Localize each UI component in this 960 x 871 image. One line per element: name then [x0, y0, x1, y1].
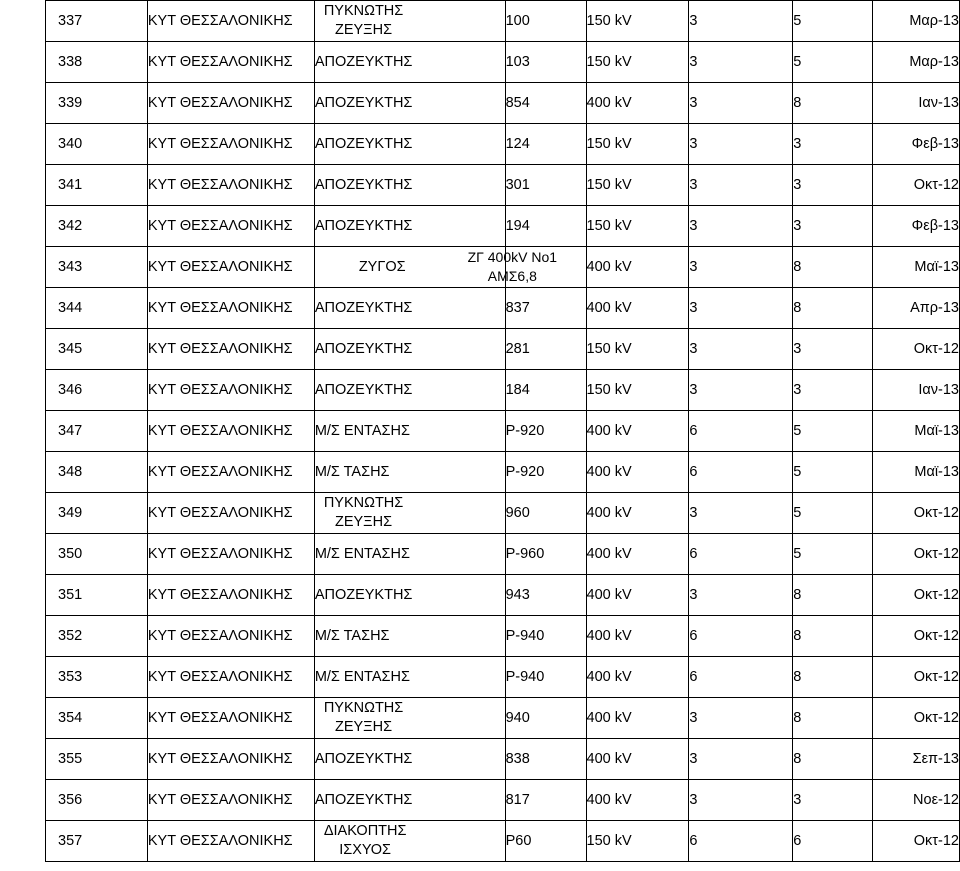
substation-cell: ΚΥΤ ΘΕΣΣΑΛΟΝΙΚΗΣ [147, 452, 314, 493]
equipment-cell [314, 165, 505, 206]
equipment-cell [314, 370, 505, 411]
table-row [46, 370, 960, 411]
date-cell: Νοε-12 [873, 780, 960, 821]
equipment-line: ΙΣΧΥΟΣ [339, 842, 392, 858]
substation-cell: ΚΥΤ ΘΕΣΣΑΛΟΝΙΚΗΣ [147, 411, 314, 452]
table-row [46, 247, 960, 288]
substation-cell: ΚΥΤ ΘΕΣΣΑΛΟΝΙΚΗΣ [147, 370, 314, 411]
value-a-cell: 3 [689, 370, 793, 411]
substation-cell: ΚΥΤ ΘΕΣΣΑΛΟΝΙΚΗΣ [147, 575, 314, 616]
table-row [46, 411, 960, 452]
equipment-line: ΔΙΑΚΟΠΤΗΣ [323, 823, 407, 839]
date-cell: Μαρ-13 [873, 1, 960, 42]
code-cell: 838 [505, 739, 586, 780]
date-cell: Μαρ-13 [873, 42, 960, 83]
equipment-cell [314, 124, 505, 165]
date-cell: Οκτ-12 [873, 534, 960, 575]
voltage-cell: 400 kV [586, 616, 689, 657]
value-b-cell: 3 [793, 780, 873, 821]
equipment-line: ΠΥΚΝΩΤΗΣ [323, 3, 404, 19]
value-a-cell: 3 [689, 288, 793, 329]
row-id-cell: 354 [46, 698, 148, 739]
substation-cell: ΚΥΤ ΘΕΣΣΑΛΟΝΙΚΗΣ [147, 83, 314, 124]
equipment-cell [314, 780, 505, 821]
row-id-cell: 352 [46, 616, 148, 657]
row-id-cell: 350 [46, 534, 148, 575]
code-cell: Ρ-960 [505, 534, 586, 575]
row-id-cell: 355 [46, 739, 148, 780]
code-cell: Ρ-920 [505, 452, 586, 493]
row-id-cell: 356 [46, 780, 148, 821]
value-b-cell: 5 [793, 452, 873, 493]
code-cell [467, 247, 586, 288]
voltage-cell: 400 kV [586, 411, 689, 452]
code-cell: 301 [505, 165, 586, 206]
table-row [46, 83, 960, 124]
value-a-cell: 6 [689, 534, 793, 575]
substation-cell: ΚΥΤ ΘΕΣΣΑΛΟΝΙΚΗΣ [147, 247, 314, 288]
code-cell: 943 [505, 575, 586, 616]
row-id-cell: 339 [46, 83, 148, 124]
voltage-cell: 150 kV [586, 821, 689, 862]
voltage-cell: 150 kV [586, 165, 689, 206]
equipment-line: Μ/Σ ΕΝΤΑΣΗΣ [314, 422, 410, 439]
row-id-cell: 347 [46, 411, 148, 452]
value-b-cell: 3 [793, 124, 873, 165]
value-b-cell: 8 [793, 247, 873, 288]
substation-cell: ΚΥΤ ΘΕΣΣΑΛΟΝΙΚΗΣ [147, 493, 314, 534]
voltage-cell: 150 kV [586, 329, 689, 370]
equipment-table [45, 0, 960, 862]
equipment-line: Μ/Σ ΕΝΤΑΣΗΣ [314, 545, 410, 562]
table-row [46, 739, 960, 780]
table-row [46, 616, 960, 657]
equipment-cell [314, 575, 505, 616]
row-id-cell: 353 [46, 657, 148, 698]
substation-cell: ΚΥΤ ΘΕΣΣΑΛΟΝΙΚΗΣ [147, 165, 314, 206]
value-a-cell: 3 [689, 206, 793, 247]
equipment-cell [314, 1, 505, 42]
value-b-cell: 8 [793, 698, 873, 739]
code-cell: Ρ-940 [505, 657, 586, 698]
value-a-cell: 3 [689, 698, 793, 739]
row-id-cell: 348 [46, 452, 148, 493]
equipment-line: Μ/Σ ΤΑΣΗΣ [314, 463, 390, 480]
voltage-cell: 150 kV [586, 124, 689, 165]
value-b-cell: 5 [793, 534, 873, 575]
substation-cell: ΚΥΤ ΘΕΣΣΑΛΟΝΙΚΗΣ [147, 698, 314, 739]
value-a-cell: 3 [689, 83, 793, 124]
code-cell: 103 [505, 42, 586, 83]
table-row [46, 1, 960, 42]
value-a-cell: 6 [689, 616, 793, 657]
date-cell: Ιαν-13 [873, 370, 960, 411]
equipment-line: ΖΥΓΟΣ [358, 258, 406, 275]
row-id-cell: 349 [46, 493, 148, 534]
substation-cell: ΚΥΤ ΘΕΣΣΑΛΟΝΙΚΗΣ [147, 1, 314, 42]
code-cell: Ρ60 [505, 821, 586, 862]
date-cell: Οκτ-12 [873, 698, 960, 739]
date-cell: Μαϊ-13 [873, 452, 960, 493]
substation-cell: ΚΥΤ ΘΕΣΣΑΛΟΝΙΚΗΣ [147, 534, 314, 575]
value-b-cell: 6 [793, 821, 873, 862]
row-id-cell: 345 [46, 329, 148, 370]
value-a-cell: 3 [689, 780, 793, 821]
table-row [46, 452, 960, 493]
code-cell: 100 [505, 1, 586, 42]
date-cell: Οκτ-12 [873, 575, 960, 616]
table-row [46, 575, 960, 616]
equipment-cell [314, 534, 505, 575]
code-cell: 960 [505, 493, 586, 534]
equipment-line: Μ/Σ ΤΑΣΗΣ [314, 627, 390, 644]
equipment-line: ΑΠΟΖΕΥΚΤΗΣ [314, 176, 413, 193]
date-cell: Σεπ-13 [873, 739, 960, 780]
date-cell: Οκτ-12 [873, 616, 960, 657]
value-b-cell: 3 [793, 329, 873, 370]
code-cell: 817 [505, 780, 586, 821]
equipment-cell [314, 657, 505, 698]
substation-cell: ΚΥΤ ΘΕΣΣΑΛΟΝΙΚΗΣ [147, 780, 314, 821]
code-line: ΑΜΣ6,8 [487, 268, 537, 284]
value-a-cell: 3 [689, 42, 793, 83]
table-row [46, 329, 960, 370]
date-cell: Μαϊ-13 [873, 411, 960, 452]
date-cell: Οκτ-12 [873, 165, 960, 206]
equipment-line: ΑΠΟΖΕΥΚΤΗΣ [314, 217, 413, 234]
equipment-cell [314, 616, 505, 657]
equipment-cell [314, 42, 505, 83]
code-cell: 184 [505, 370, 586, 411]
value-b-cell: 5 [793, 411, 873, 452]
value-a-cell: 3 [689, 1, 793, 42]
value-b-cell: 8 [793, 739, 873, 780]
row-id-cell: 337 [46, 1, 148, 42]
row-id-cell: 346 [46, 370, 148, 411]
row-id-cell: 340 [46, 124, 148, 165]
row-id-cell: 351 [46, 575, 148, 616]
equipment-line: ΑΠΟΖΕΥΚΤΗΣ [314, 586, 413, 603]
voltage-cell: 150 kV [586, 370, 689, 411]
equipment-cell [314, 288, 505, 329]
equipment-line: ΠΥΚΝΩΤΗΣ [323, 700, 404, 716]
table-row [46, 206, 960, 247]
value-b-cell: 8 [793, 288, 873, 329]
table-row [46, 780, 960, 821]
substation-cell: ΚΥΤ ΘΕΣΣΑΛΟΝΙΚΗΣ [147, 657, 314, 698]
value-a-cell: 3 [689, 575, 793, 616]
equipment-line: ΖΕΥΞΗΣ [334, 22, 393, 38]
equipment-line: ΑΠΟΖΕΥΚΤΗΣ [314, 53, 413, 70]
value-a-cell: 3 [689, 329, 793, 370]
code-cell: Ρ-940 [505, 616, 586, 657]
row-id-cell: 338 [46, 42, 148, 83]
equipment-line: ΑΠΟΖΕΥΚΤΗΣ [314, 791, 413, 808]
voltage-cell: 400 kV [586, 493, 689, 534]
value-a-cell: 3 [689, 739, 793, 780]
voltage-cell: 400 kV [586, 698, 689, 739]
date-cell: Οκτ-12 [873, 821, 960, 862]
value-b-cell: 3 [793, 206, 873, 247]
row-id-cell: 341 [46, 165, 148, 206]
voltage-cell: 400 kV [586, 575, 689, 616]
row-id-cell: 342 [46, 206, 148, 247]
substation-cell: ΚΥΤ ΘΕΣΣΑΛΟΝΙΚΗΣ [147, 739, 314, 780]
date-cell: Μαϊ-13 [873, 247, 960, 288]
table-row [46, 165, 960, 206]
table-row [46, 698, 960, 739]
substation-cell: ΚΥΤ ΘΕΣΣΑΛΟΝΙΚΗΣ [147, 42, 314, 83]
substation-cell: ΚΥΤ ΘΕΣΣΑΛΟΝΙΚΗΣ [147, 821, 314, 862]
voltage-cell: 400 kV [586, 288, 689, 329]
voltage-cell: 400 kV [586, 739, 689, 780]
voltage-cell: 150 kV [586, 1, 689, 42]
equipment-cell [314, 329, 505, 370]
voltage-cell: 150 kV [586, 42, 689, 83]
value-b-cell: 3 [793, 370, 873, 411]
substation-cell: ΚΥΤ ΘΕΣΣΑΛΟΝΙΚΗΣ [147, 206, 314, 247]
equipment-line: ΑΠΟΖΕΥΚΤΗΣ [314, 135, 413, 152]
substation-cell: ΚΥΤ ΘΕΣΣΑΛΟΝΙΚΗΣ [147, 288, 314, 329]
value-b-cell: 3 [793, 165, 873, 206]
equipment-cell [314, 452, 505, 493]
date-cell: Φεβ-13 [873, 124, 960, 165]
equipment-line: ΑΠΟΖΕΥΚΤΗΣ [314, 750, 413, 767]
table-row [46, 288, 960, 329]
value-b-cell: 5 [793, 1, 873, 42]
code-cell: 194 [505, 206, 586, 247]
code-cell: 837 [505, 288, 586, 329]
date-cell: Οκτ-12 [873, 329, 960, 370]
value-a-cell: 3 [689, 493, 793, 534]
equipment-cell [314, 739, 505, 780]
voltage-cell: 400 kV [586, 83, 689, 124]
equipment-cell [314, 493, 505, 534]
value-b-cell: 8 [793, 616, 873, 657]
code-cell: 854 [505, 83, 586, 124]
code-line: ΖΓ 400kV Νο1 [467, 249, 558, 265]
date-cell: Φεβ-13 [873, 206, 960, 247]
value-a-cell: 6 [689, 452, 793, 493]
value-b-cell: 5 [793, 493, 873, 534]
equipment-line: ΑΠΟΖΕΥΚΤΗΣ [314, 381, 413, 398]
equipment-cell [314, 83, 505, 124]
voltage-cell: 400 kV [586, 247, 689, 288]
voltage-cell: 400 kV [586, 452, 689, 493]
equipment-line: Μ/Σ ΕΝΤΑΣΗΣ [314, 668, 410, 685]
value-a-cell: 3 [689, 247, 793, 288]
value-b-cell: 8 [793, 83, 873, 124]
date-cell: Ιαν-13 [873, 83, 960, 124]
equipment-line: ΑΠΟΖΕΥΚΤΗΣ [314, 94, 413, 111]
substation-cell: ΚΥΤ ΘΕΣΣΑΛΟΝΙΚΗΣ [147, 124, 314, 165]
row-id-cell: 344 [46, 288, 148, 329]
table-row [46, 42, 960, 83]
table-row [46, 821, 960, 862]
equipment-cell [314, 698, 505, 739]
equipment-line: ΑΠΟΖΕΥΚΤΗΣ [314, 299, 413, 316]
equipment-cell [314, 411, 505, 452]
value-a-cell: 6 [689, 411, 793, 452]
table-row [46, 124, 960, 165]
code-cell: Ρ-920 [505, 411, 586, 452]
value-b-cell: 8 [793, 575, 873, 616]
voltage-cell: 400 kV [586, 780, 689, 821]
equipment-cell [314, 821, 505, 862]
value-a-cell: 3 [689, 165, 793, 206]
equipment-line: ΠΥΚΝΩΤΗΣ [323, 495, 404, 511]
date-cell: Οκτ-12 [873, 657, 960, 698]
code-cell: 281 [505, 329, 586, 370]
value-a-cell: 6 [689, 821, 793, 862]
value-b-cell: 5 [793, 42, 873, 83]
row-id-cell: 343 [46, 247, 148, 288]
table-row [46, 534, 960, 575]
voltage-cell: 400 kV [586, 534, 689, 575]
voltage-cell: 150 kV [586, 206, 689, 247]
value-a-cell: 3 [689, 124, 793, 165]
substation-cell: ΚΥΤ ΘΕΣΣΑΛΟΝΙΚΗΣ [147, 616, 314, 657]
equipment-line: ΖΕΥΞΗΣ [334, 719, 393, 735]
date-cell: Απρ-13 [873, 288, 960, 329]
code-cell: 940 [505, 698, 586, 739]
code-cell: 124 [505, 124, 586, 165]
date-cell: Οκτ-12 [873, 493, 960, 534]
equipment-line: ΑΠΟΖΕΥΚΤΗΣ [314, 340, 413, 357]
table-body [46, 1, 960, 862]
value-a-cell: 6 [689, 657, 793, 698]
voltage-cell: 400 kV [586, 657, 689, 698]
value-b-cell: 8 [793, 657, 873, 698]
equipment-cell [314, 206, 505, 247]
row-id-cell: 357 [46, 821, 148, 862]
table-row [46, 657, 960, 698]
substation-cell: ΚΥΤ ΘΕΣΣΑΛΟΝΙΚΗΣ [147, 329, 314, 370]
table-row [46, 493, 960, 534]
equipment-line: ΖΕΥΞΗΣ [334, 514, 393, 530]
